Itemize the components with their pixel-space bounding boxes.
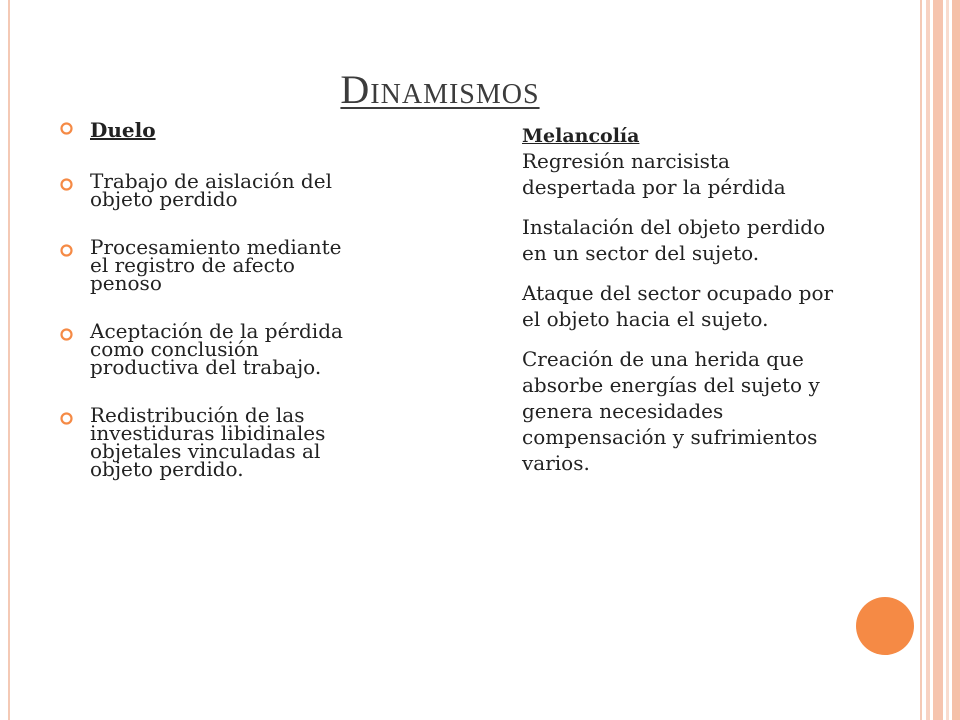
orange-ring-bullet-icon	[60, 412, 73, 425]
decorative-stripe	[952, 0, 960, 720]
slide-title: Dinamismos	[340, 67, 540, 112]
list-item	[60, 118, 360, 142]
orange-ring-bullet-icon	[60, 122, 73, 135]
melancolia-paragraph: Regresión narcisista despertada por la pérdida	[522, 149, 786, 199]
orange-circle-decoration	[856, 597, 914, 655]
list-item	[60, 235, 360, 295]
duelo-item-text: Procesamiento mediante el registro de afecto penoso	[90, 235, 342, 295]
orange-ring-bullet-icon	[60, 244, 73, 257]
orange-ring-bullet-icon	[60, 178, 73, 191]
list-item	[60, 169, 360, 211]
duelo-column	[60, 118, 360, 508]
duelo-item-text: Trabajo de aislación del objeto perdido	[90, 169, 332, 211]
duelo-heading: Duelo	[90, 118, 156, 142]
duelo-list	[60, 118, 360, 481]
decorative-stripe	[933, 0, 943, 720]
decorative-stripe	[946, 0, 949, 720]
list-item	[60, 319, 360, 379]
melancolia-paragraph: Ataque del sector ocupado por el objeto hacia el sujeto.	[522, 281, 834, 331]
duelo-item-text: Aceptación de la pérdida como conclusión productiva del trabajo.	[90, 319, 343, 379]
list-item	[60, 403, 360, 481]
melancolia-heading: Melancolía	[522, 125, 640, 147]
orange-ring-bullet-icon	[60, 328, 73, 341]
melancolia-paragraph: Instalación del objeto perdido en un sector del sujeto.	[522, 215, 826, 265]
melancolia-paragraph: Creación de una herida que absorbe energías del sujeto y genera necesidades compensación y sufrimientos varios.	[522, 347, 820, 475]
decorative-stripe	[926, 0, 930, 720]
melancolia-column	[522, 124, 842, 490]
duelo-item-text: Redistribución de las investiduras libidinales objetales vinculadas al objeto perdido.	[90, 403, 326, 481]
